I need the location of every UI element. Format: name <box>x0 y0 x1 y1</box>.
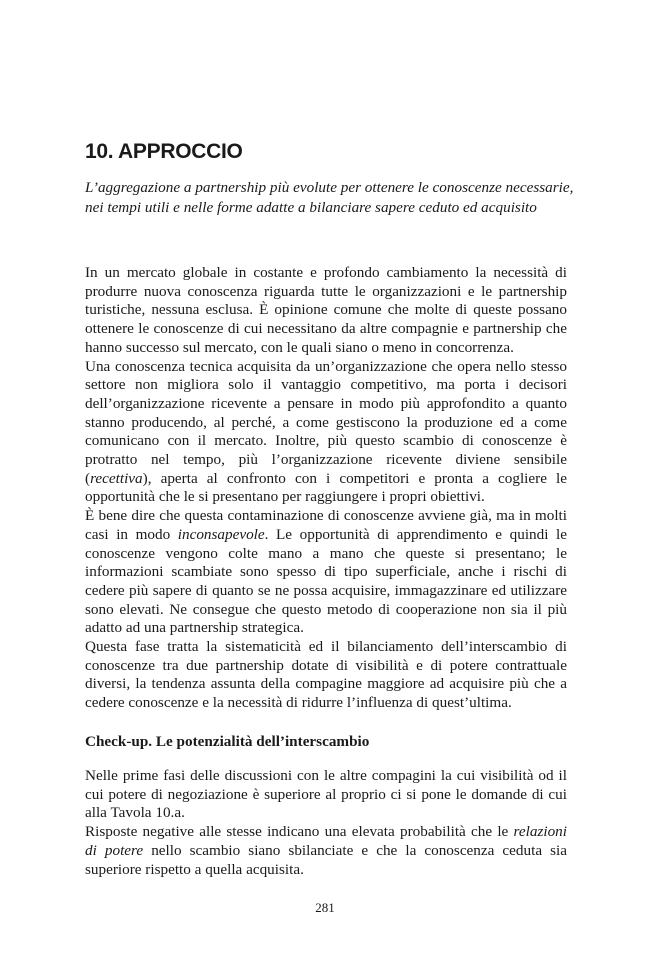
section-body-text <box>85 767 567 879</box>
main-body-text <box>85 264 567 713</box>
chapter-epigraph: L’aggregazione a partnership più evolute per ottenere le conoscenze necessarie, nei tempi utili e nelle forme adatte a bilanciare sapere ceduto ed acquisito <box>85 179 574 216</box>
section-paragraph-1: Nelle prime fasi delle discussioni con le altre compagini la cui visibilità od il cui potere di negoziazione è superiore al proprio ci si pone le domande di cui alla Tavola 10.a. <box>85 767 567 822</box>
page-number: 281 <box>315 900 335 915</box>
section-heading: Check-up. Le potenzialità dell’interscambio <box>85 733 370 750</box>
paragraph-3-part-b: . Le opportunità di apprendimento e quindi le conoscenze vengono colte mano a mano che queste si presentano; le informazioni scambiate sono spesso di tipo superficiale, anche i rischi di cedere più sapere di quanto se ne possa acquisire, immagazzinare ed utilizzare sono elevati. Ne consegue che questo metodo di cooperazione non sia il più adatto ad una partnership strategica. <box>85 525 567 637</box>
paragraph-3 <box>85 507 567 638</box>
paragraph-1: In un mercato globale in costante e profondo cambiamento la necessità di produrre nuova conoscenza riguarda tutte le organizzazioni e le partnership turistiche, nessuna esclusa. È opinione comune che molte di queste possano ottenere le conoscenze di cui necessitano da altre compagnie e partnership che hanno successo sul mercato, con le quali siano o meno in concorrenza. <box>85 264 567 356</box>
paragraph-4: Questa fase tratta la sistematicità ed il bilanciamento dell’interscambio di conoscenze tra due partnership dotate di visibilità e di potere contrattuale diversi, la tendenza assunta della compagine maggiore ad acquisire più che a cedere conoscenze e la necessità di ridurre l’influenza di quest’ultima. <box>85 638 567 712</box>
chapter-title: 10. APPROCCIO <box>85 140 243 163</box>
section-paragraph-2-part-a: Risposte negative alle stesse indicano una elevata probabilità che le <box>85 823 514 841</box>
emphasis-relazioni-di-potere: relazioni di potere <box>85 823 567 859</box>
paragraph-3-part-a: È bene dire che questa contaminazione di conoscenze avviene già, ma in molti casi in modo <box>85 507 567 543</box>
section-paragraph-2-part-b: nello scambio siano sbilanciate e che la conoscenza ceduta sia superiore rispetto a quella acquisita. <box>85 841 567 878</box>
section-paragraph-2 <box>85 823 567 879</box>
paragraph-2 <box>85 358 567 508</box>
paragraph-2-part-b: ), aperta al confronto con i competitori e pronta a cogliere le opportunità che le si presentano per raggiungere i propri obiettivi. <box>85 469 567 506</box>
paragraph-2-part-a: Una conoscenza tecnica acquisita da un’organizzazione che opera nello stesso settore non migliora solo il vantaggio competitivo, ma porta i decisori dell’organizzazione ricevente a pensare in modo più approfondito a quanto stanno producendo, al perché, a come gestiscono la produzione ed a come comunicano con il mercato. Inoltre, più questo scambio di conoscenze è protratto nel tempo, più l’organizzazione ricevente diviene sensibile ( <box>85 357 567 487</box>
emphasis-recettiva: recettiva <box>90 469 143 487</box>
emphasis-inconsapevole: inconsapevole <box>177 525 265 543</box>
